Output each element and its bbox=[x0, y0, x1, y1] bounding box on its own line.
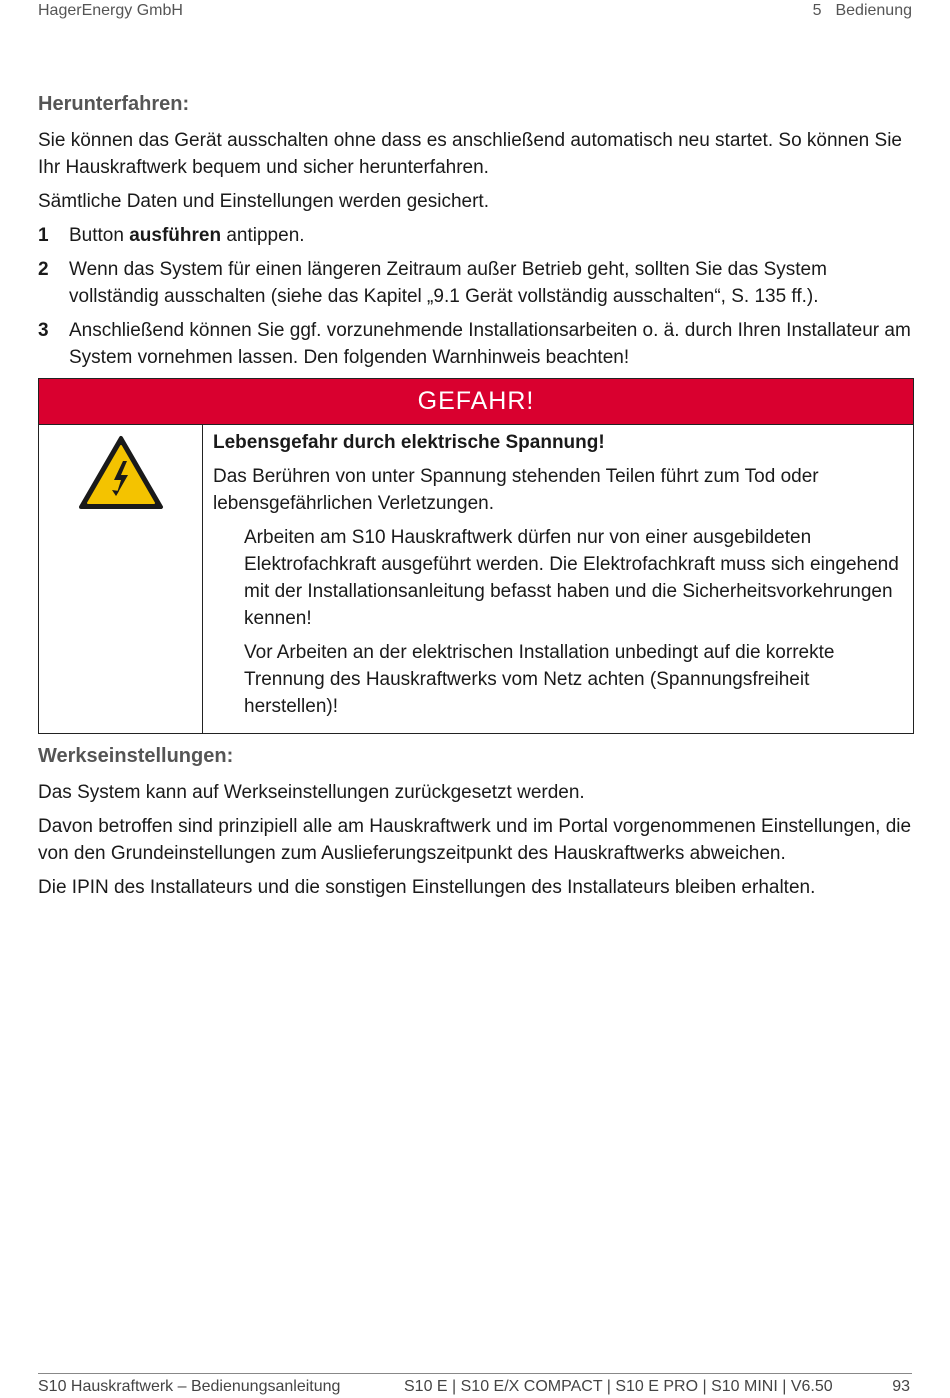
step-number: 3 bbox=[38, 320, 49, 341]
page-header bbox=[38, 2, 912, 22]
danger-body bbox=[39, 425, 913, 733]
danger-label: GEFAHR! bbox=[39, 379, 913, 425]
step-text: Anschließend können Sie ggf. vorzunehmende Installationsarbeiten o. ä. durch Ihren Installateur am System vornehmen lassen. Den folgenden Warnhinweis beachten! bbox=[69, 320, 911, 368]
danger-warning-box bbox=[38, 378, 914, 734]
danger-bullet-text: Arbeiten am S10 Hauskraftwerk dürfen nur von einer ausgebildeten Elektrofachkraft ausgeführt werden. Die Elektrofachkraft muss sich eingehend mit der Installationsanleitung befasst haben und die Sicherheitsvorkehrungen kennen! bbox=[244, 527, 899, 629]
step-text-pre: Button bbox=[69, 225, 130, 246]
shutdown-paragraph-2: Sämtliche Daten und Einstellungen werden gesichert. bbox=[38, 191, 489, 212]
step-item bbox=[38, 256, 914, 310]
step-item bbox=[38, 222, 914, 249]
danger-title: Lebensgefahr durch elektrische Spannung! bbox=[213, 432, 605, 453]
step-number: 2 bbox=[38, 259, 49, 280]
danger-text bbox=[203, 425, 913, 733]
shutdown-steps bbox=[38, 222, 914, 371]
section-title: Bedienung bbox=[835, 2, 912, 19]
step-number: 1 bbox=[38, 225, 49, 246]
shutdown-paragraph-1: Sie können das Gerät ausschalten ohne dass es anschließend automatisch neu startet. So können Sie Ihr Hauskraftwerk bequem und sicher herunterfahren. bbox=[38, 130, 902, 178]
factory-paragraph-1: Das System kann auf Werkseinstellungen zurückgesetzt werden. bbox=[38, 782, 585, 803]
page-content bbox=[38, 90, 914, 908]
footer-models: S10 E | S10 E/X COMPACT | S10 E PRO | S10 MINI | V6.50 bbox=[404, 1378, 833, 1395]
step-item bbox=[38, 317, 914, 371]
danger-bullet-text: Vor Arbeiten an der elektrischen Installation unbedingt auf die korrekte Trennung des Hauskraftwerks vom Netz achten (Spannungsfreiheit herstellen)! bbox=[244, 642, 835, 717]
page-number: 93 bbox=[892, 1378, 910, 1395]
electrical-hazard-warning-icon bbox=[78, 435, 164, 511]
page-footer bbox=[38, 1373, 912, 1398]
danger-description: Das Berühren von unter Spannung stehenden Teilen führt zum Tod oder lebensgefährlichen Verletzungen. bbox=[213, 466, 819, 514]
danger-icon-cell bbox=[39, 425, 203, 733]
shutdown-heading: Herunterfahren: bbox=[38, 93, 190, 115]
factory-paragraph-3: Die IPIN des Installateurs und die sonstigen Einstellungen des Installateurs bleiben erhalten. bbox=[38, 877, 816, 898]
footer-title: S10 Hauskraftwerk – Bedienungsanleitung bbox=[38, 1378, 341, 1395]
section-number: 5 bbox=[812, 2, 822, 19]
step-text: Wenn das System für einen längeren Zeitraum außer Betrieb geht, sollten Sie das System vollständig ausschalten (siehe das Kapitel „9.1 Gerät vollständig ausschalten“, S. 135 ff.). bbox=[69, 259, 827, 307]
danger-bullet bbox=[213, 639, 903, 720]
step-text-post: antippen. bbox=[221, 225, 305, 246]
step-text-bold: ausführen bbox=[129, 225, 222, 246]
section-indicator bbox=[813, 2, 912, 20]
company-name: HagerEnergy GmbH bbox=[38, 2, 183, 19]
factory-heading: Werkseinstellungen: bbox=[38, 745, 234, 767]
factory-paragraph-2: Davon betroffen sind prinzipiell alle am Hauskraftwerk und im Portal vorgenommenen Einstellungen, die von den Grundeinstellungen zum Auslieferungszeitpunkt des Hauskraftwerks abweichen. bbox=[38, 816, 912, 864]
danger-bullet bbox=[213, 524, 903, 632]
